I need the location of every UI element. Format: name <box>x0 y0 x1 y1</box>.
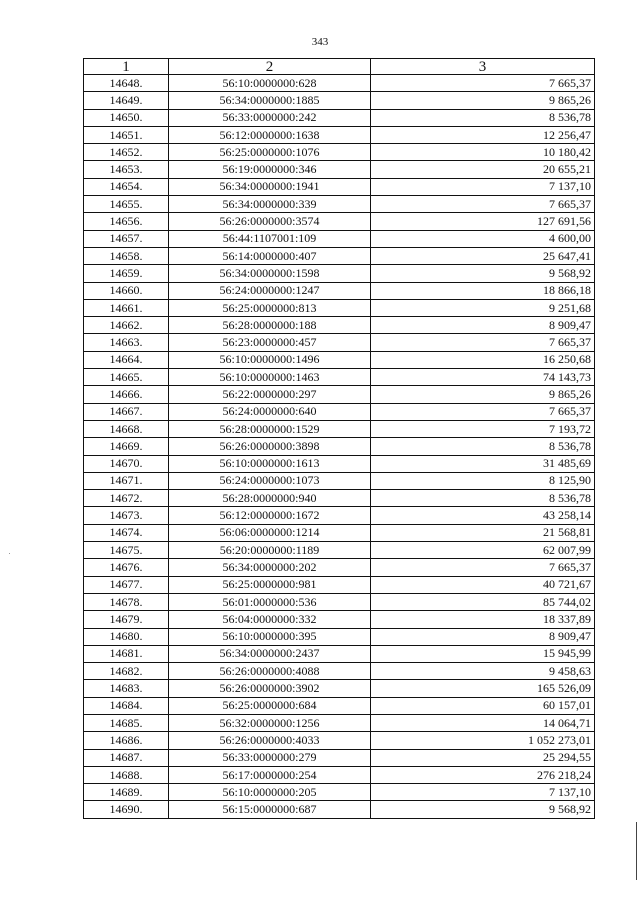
table-row <box>84 749 595 766</box>
row-number-cell: 14685. <box>84 714 169 731</box>
row-number-cell: 14687. <box>84 749 169 766</box>
cadastral-number-cell: 56:32:0000000:1256 <box>169 714 371 731</box>
table-row <box>84 282 595 299</box>
row-number-cell: 14661. <box>84 299 169 316</box>
value-cell: 127 691,56 <box>371 213 595 230</box>
row-number-cell: 14686. <box>84 732 169 749</box>
table-row <box>84 784 595 801</box>
value-cell: 8 536,78 <box>371 438 595 455</box>
value-cell: 7 665,37 <box>371 196 595 213</box>
table-row <box>84 92 595 109</box>
table-row <box>84 247 595 264</box>
cadastral-number-cell: 56:10:0000000:1463 <box>169 369 371 386</box>
column-header-3: 3 <box>371 59 595 75</box>
cadastral-number-cell: 56:34:0000000:339 <box>169 196 371 213</box>
cadastral-number-cell: 56:12:0000000:1638 <box>169 126 371 143</box>
cadastral-number-cell: 56:34:0000000:1941 <box>169 178 371 195</box>
table-row <box>84 593 595 610</box>
column-header-1: 1 <box>84 59 169 75</box>
value-cell: 16 250,68 <box>371 351 595 368</box>
row-number-cell: 14688. <box>84 766 169 783</box>
table-row <box>84 559 595 576</box>
value-cell: 8 536,78 <box>371 490 595 507</box>
table-row <box>84 697 595 714</box>
row-number-cell: 14672. <box>84 490 169 507</box>
value-cell: 18 337,89 <box>371 611 595 628</box>
value-cell: 9 865,26 <box>371 386 595 403</box>
value-cell: 7 665,37 <box>371 334 595 351</box>
table-row <box>84 576 595 593</box>
value-cell: 9 458,63 <box>371 663 595 680</box>
row-number-cell: 14655. <box>84 196 169 213</box>
cadastral-number-cell: 56:34:0000000:202 <box>169 559 371 576</box>
value-cell: 20 655,21 <box>371 161 595 178</box>
cadastral-number-cell: 56:19:0000000:346 <box>169 161 371 178</box>
cadastral-number-cell: 56:26:0000000:3898 <box>169 438 371 455</box>
value-cell: 7 137,10 <box>371 784 595 801</box>
row-number-cell: 14671. <box>84 472 169 489</box>
value-cell: 40 721,67 <box>371 576 595 593</box>
cadastral-number-cell: 56:23:0000000:457 <box>169 334 371 351</box>
value-cell: 8 536,78 <box>371 109 595 126</box>
value-cell: 25 294,55 <box>371 749 595 766</box>
cadastral-number-cell: 56:44:1107001:109 <box>169 230 371 247</box>
cadastral-number-cell: 56:25:0000000:684 <box>169 697 371 714</box>
value-cell: 7 665,37 <box>371 559 595 576</box>
row-number-cell: 14657. <box>84 230 169 247</box>
row-number-cell: 14666. <box>84 386 169 403</box>
value-cell: 7 665,37 <box>371 75 595 92</box>
table-row <box>84 369 595 386</box>
table-row <box>84 663 595 680</box>
cadastral-number-cell: 56:28:0000000:1529 <box>169 420 371 437</box>
row-number-cell: 14673. <box>84 507 169 524</box>
row-number-cell: 14663. <box>84 334 169 351</box>
value-cell: 62 007,99 <box>371 542 595 559</box>
cadastral-number-cell: 56:26:0000000:4033 <box>169 732 371 749</box>
cadastral-number-cell: 56:15:0000000:687 <box>169 801 371 818</box>
row-number-cell: 14659. <box>84 265 169 282</box>
table-row <box>84 109 595 126</box>
cadastral-number-cell: 56:34:0000000:1885 <box>169 92 371 109</box>
cadastral-number-cell: 56:33:0000000:279 <box>169 749 371 766</box>
cadastral-number-cell: 56:24:0000000:640 <box>169 403 371 420</box>
value-cell: 9 251,68 <box>371 299 595 316</box>
table-row <box>84 178 595 195</box>
table-row <box>84 645 595 662</box>
table-row <box>84 386 595 403</box>
page-number: 343 <box>311 36 329 48</box>
table-row <box>84 351 595 368</box>
row-number-cell: 14684. <box>84 697 169 714</box>
value-cell: 31 485,69 <box>371 455 595 472</box>
value-cell: 9 568,92 <box>371 801 595 818</box>
table-header-row <box>84 59 595 75</box>
row-number-cell: 14662. <box>84 317 169 334</box>
value-cell: 60 157,01 <box>371 697 595 714</box>
row-number-cell: 14667. <box>84 403 169 420</box>
table-row <box>84 265 595 282</box>
table-row <box>84 230 595 247</box>
row-number-cell: 14681. <box>84 645 169 662</box>
value-cell: 10 180,42 <box>371 144 595 161</box>
table-row <box>84 403 595 420</box>
value-cell: 14 064,71 <box>371 714 595 731</box>
table-row <box>84 542 595 559</box>
cadastral-number-cell: 56:10:0000000:1613 <box>169 455 371 472</box>
row-number-cell: 14665. <box>84 369 169 386</box>
cadastral-number-cell: 56:10:0000000:628 <box>169 75 371 92</box>
row-number-cell: 14679. <box>84 611 169 628</box>
table-row <box>84 801 595 818</box>
row-number-cell: 14660. <box>84 282 169 299</box>
table-row <box>84 213 595 230</box>
value-cell: 12 256,47 <box>371 126 595 143</box>
table-row <box>84 299 595 316</box>
table-row <box>84 524 595 541</box>
row-number-cell: 14690. <box>84 801 169 818</box>
cadastral-number-cell: 56:25:0000000:1076 <box>169 144 371 161</box>
value-cell: 25 647,41 <box>371 247 595 264</box>
table-row <box>84 161 595 178</box>
cadastral-number-cell: 56:24:0000000:1073 <box>169 472 371 489</box>
table-row <box>84 334 595 351</box>
table-body <box>84 75 595 819</box>
scan-speck <box>9 553 10 554</box>
table-row <box>84 144 595 161</box>
table-row <box>84 611 595 628</box>
value-cell: 4 600,00 <box>371 230 595 247</box>
scan-edge-mark <box>636 822 637 880</box>
cadastral-number-cell: 56:22:0000000:297 <box>169 386 371 403</box>
row-number-cell: 14689. <box>84 784 169 801</box>
column-header-2: 2 <box>169 59 371 75</box>
row-number-cell: 14669. <box>84 438 169 455</box>
table-row <box>84 420 595 437</box>
row-number-cell: 14648. <box>84 75 169 92</box>
row-number-cell: 14675. <box>84 542 169 559</box>
cadastral-number-cell: 56:06:0000000:1214 <box>169 524 371 541</box>
row-number-cell: 14651. <box>84 126 169 143</box>
table-row <box>84 714 595 731</box>
cadastral-number-cell: 56:17:0000000:254 <box>169 766 371 783</box>
cadastral-number-cell: 56:33:0000000:242 <box>169 109 371 126</box>
row-number-cell: 14658. <box>84 247 169 264</box>
cadastral-number-cell: 56:12:0000000:1672 <box>169 507 371 524</box>
cadastral-number-cell: 56:26:0000000:4088 <box>169 663 371 680</box>
table-row <box>84 126 595 143</box>
value-cell: 1 052 273,01 <box>371 732 595 749</box>
cadastral-table <box>83 58 595 819</box>
value-cell: 74 143,73 <box>371 369 595 386</box>
value-cell: 21 568,81 <box>371 524 595 541</box>
value-cell: 15 945,99 <box>371 645 595 662</box>
value-cell: 43 258,14 <box>371 507 595 524</box>
cadastral-number-cell: 56:04:0000000:332 <box>169 611 371 628</box>
cadastral-number-cell: 56:10:0000000:395 <box>169 628 371 645</box>
value-cell: 8 909,47 <box>371 317 595 334</box>
cadastral-number-cell: 56:10:0000000:205 <box>169 784 371 801</box>
cadastral-number-cell: 56:14:0000000:407 <box>169 247 371 264</box>
row-number-cell: 14653. <box>84 161 169 178</box>
row-number-cell: 14650. <box>84 109 169 126</box>
table-row <box>84 317 595 334</box>
value-cell: 9 865,26 <box>371 92 595 109</box>
table-row <box>84 455 595 472</box>
row-number-cell: 14677. <box>84 576 169 593</box>
cadastral-number-cell: 56:26:0000000:3902 <box>169 680 371 697</box>
cadastral-number-cell: 56:26:0000000:3574 <box>169 213 371 230</box>
table-row <box>84 75 595 92</box>
cadastral-number-cell: 56:10:0000000:1496 <box>169 351 371 368</box>
value-cell: 9 568,92 <box>371 265 595 282</box>
cadastral-number-cell: 56:28:0000000:188 <box>169 317 371 334</box>
cadastral-number-cell: 56:25:0000000:813 <box>169 299 371 316</box>
value-cell: 7 193,72 <box>371 420 595 437</box>
row-number-cell: 14683. <box>84 680 169 697</box>
table-row <box>84 507 595 524</box>
table-row <box>84 628 595 645</box>
cadastral-number-cell: 56:20:0000000:1189 <box>169 542 371 559</box>
table-row <box>84 680 595 697</box>
row-number-cell: 14678. <box>84 593 169 610</box>
row-number-cell: 14652. <box>84 144 169 161</box>
value-cell: 7 137,10 <box>371 178 595 195</box>
table-row <box>84 472 595 489</box>
row-number-cell: 14682. <box>84 663 169 680</box>
table-row <box>84 490 595 507</box>
value-cell: 165 526,09 <box>371 680 595 697</box>
row-number-cell: 14674. <box>84 524 169 541</box>
value-cell: 85 744,02 <box>371 593 595 610</box>
value-cell: 18 866,18 <box>371 282 595 299</box>
table-row <box>84 732 595 749</box>
value-cell: 7 665,37 <box>371 403 595 420</box>
row-number-cell: 14680. <box>84 628 169 645</box>
cadastral-number-cell: 56:25:0000000:981 <box>169 576 371 593</box>
cadastral-number-cell: 56:28:0000000:940 <box>169 490 371 507</box>
cadastral-number-cell: 56:24:0000000:1247 <box>169 282 371 299</box>
table-row <box>84 766 595 783</box>
row-number-cell: 14649. <box>84 92 169 109</box>
row-number-cell: 14656. <box>84 213 169 230</box>
cadastral-number-cell: 56:01:0000000:536 <box>169 593 371 610</box>
cadastral-number-cell: 56:34:0000000:2437 <box>169 645 371 662</box>
table-row <box>84 438 595 455</box>
value-cell: 8 909,47 <box>371 628 595 645</box>
value-cell: 276 218,24 <box>371 766 595 783</box>
row-number-cell: 14654. <box>84 178 169 195</box>
row-number-cell: 14664. <box>84 351 169 368</box>
cadastral-number-cell: 56:34:0000000:1598 <box>169 265 371 282</box>
value-cell: 8 125,90 <box>371 472 595 489</box>
row-number-cell: 14676. <box>84 559 169 576</box>
table-row <box>84 196 595 213</box>
row-number-cell: 14668. <box>84 420 169 437</box>
row-number-cell: 14670. <box>84 455 169 472</box>
